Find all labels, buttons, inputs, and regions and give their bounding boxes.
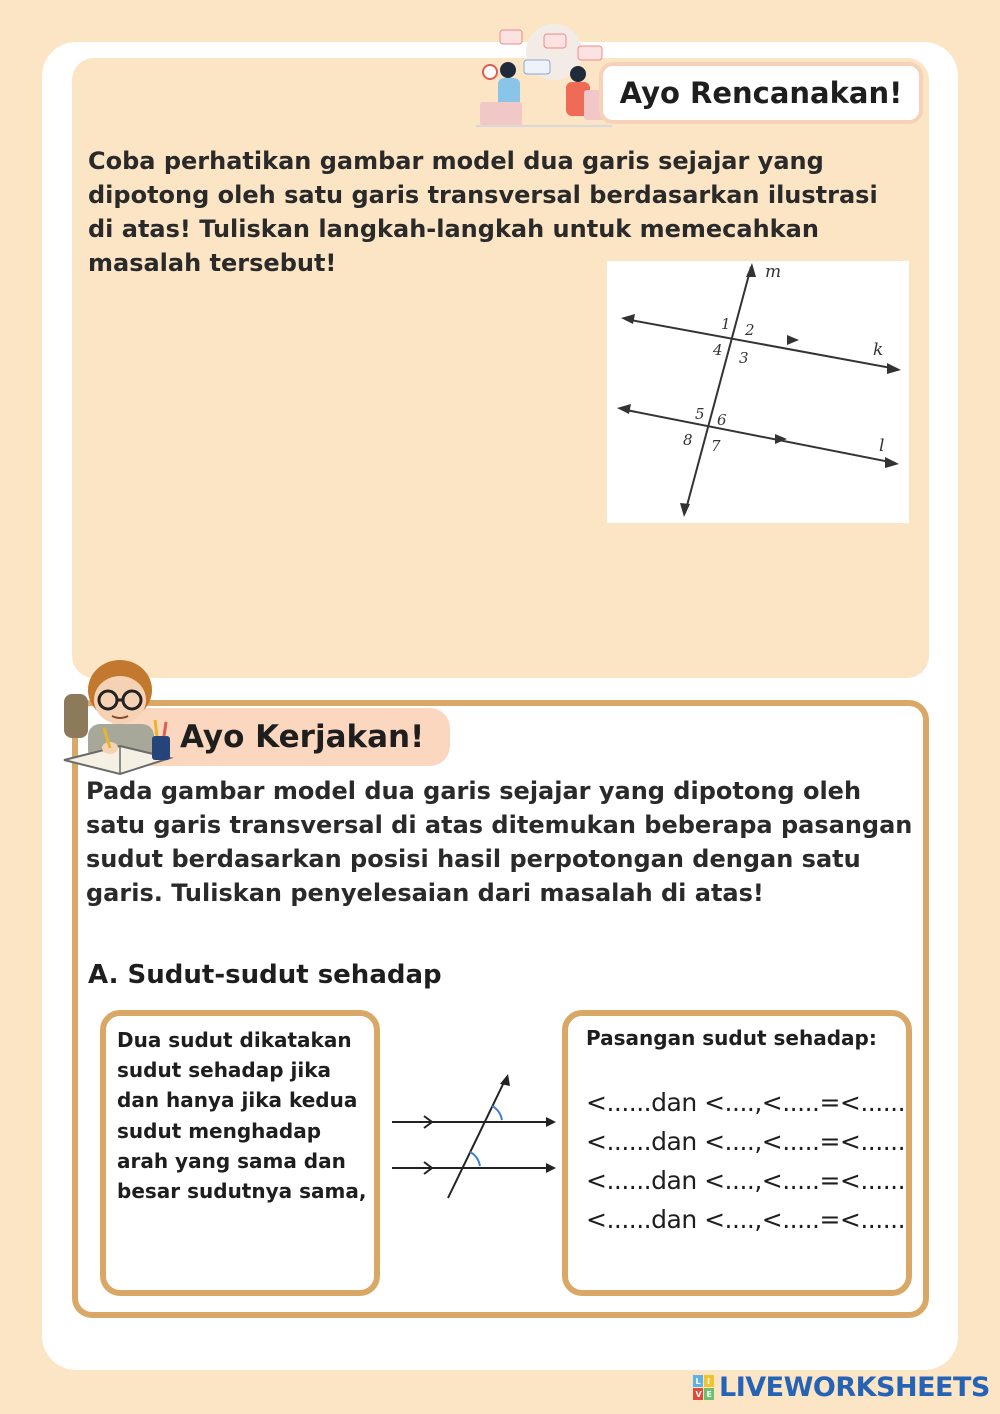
logo-letter-i: I xyxy=(707,1376,710,1386)
work-instructions: Pada gambar model dua garis sejajar yang dipotong oleh satu garis transversal di atas ditemukan beberapa pasangan sudut berdasarkan posisi hasil perpotongan dengan satu garis. Tuliskan penyelesaian dari masalah di atas! xyxy=(86,777,913,907)
label-l: l xyxy=(879,436,885,456)
liveworksheets-logo[interactable] xyxy=(693,1372,990,1403)
angle-label-4: 4 xyxy=(713,341,723,359)
logo-letter-v: V xyxy=(695,1389,702,1399)
parallel-lines-diagram xyxy=(607,261,909,523)
angle-label-8: 8 xyxy=(683,431,693,449)
label-k: k xyxy=(873,340,884,360)
plan-title: Ayo Rencanakan! xyxy=(599,62,923,124)
pair-row-3[interactable]: <......dan <....,<.....=<...... xyxy=(586,1166,906,1195)
corresponding-angles-diagram xyxy=(388,1072,560,1200)
angle-label-1: 1 xyxy=(721,315,731,333)
liveworksheets-logo-icon xyxy=(693,1375,715,1401)
angle-label-7: 7 xyxy=(711,437,721,455)
meeting-illustration xyxy=(474,22,614,130)
parallel-lines-figure xyxy=(607,261,909,523)
angle-label-5: 5 xyxy=(695,405,705,423)
logo-letter-l: L xyxy=(695,1376,701,1386)
angle-label-3: 3 xyxy=(739,349,749,367)
angle-label-6: 6 xyxy=(717,411,727,429)
pair-row-2[interactable]: <......dan <....,<.....=<...... xyxy=(586,1127,906,1156)
pair-row-4[interactable]: <......dan <....,<.....=<...... xyxy=(586,1205,906,1234)
work-title: Ayo Kerjakan! xyxy=(112,708,450,766)
pair-row-1[interactable]: <......dan <....,<.....=<...... xyxy=(586,1088,906,1117)
label-m: m xyxy=(765,262,782,282)
section-title: A. Sudut-sudut sehadap xyxy=(88,960,442,990)
logo-letter-e: E xyxy=(706,1389,712,1399)
definition-text: Dua sudut dikatakan sudut sehadap jika dan hanya jika kedua sudut menghadap arah yang sama dan besar sudutnya sama, xyxy=(117,1028,367,1204)
angle-label-2: 2 xyxy=(745,321,755,339)
pairs-heading: Pasangan sudut sehadap: xyxy=(586,1026,877,1050)
student-illustration xyxy=(58,654,178,776)
plan-instructions: Coba perhatikan gambar model dua garis sejajar yang dipotong oleh satu garis transversal berdasarkan ilustrasi di atas! Tuliskan langkah-langkah untuk memecahkan masalah tersebut! xyxy=(88,147,878,277)
brand-text: LIVEWORKSHEETS xyxy=(719,1372,990,1403)
